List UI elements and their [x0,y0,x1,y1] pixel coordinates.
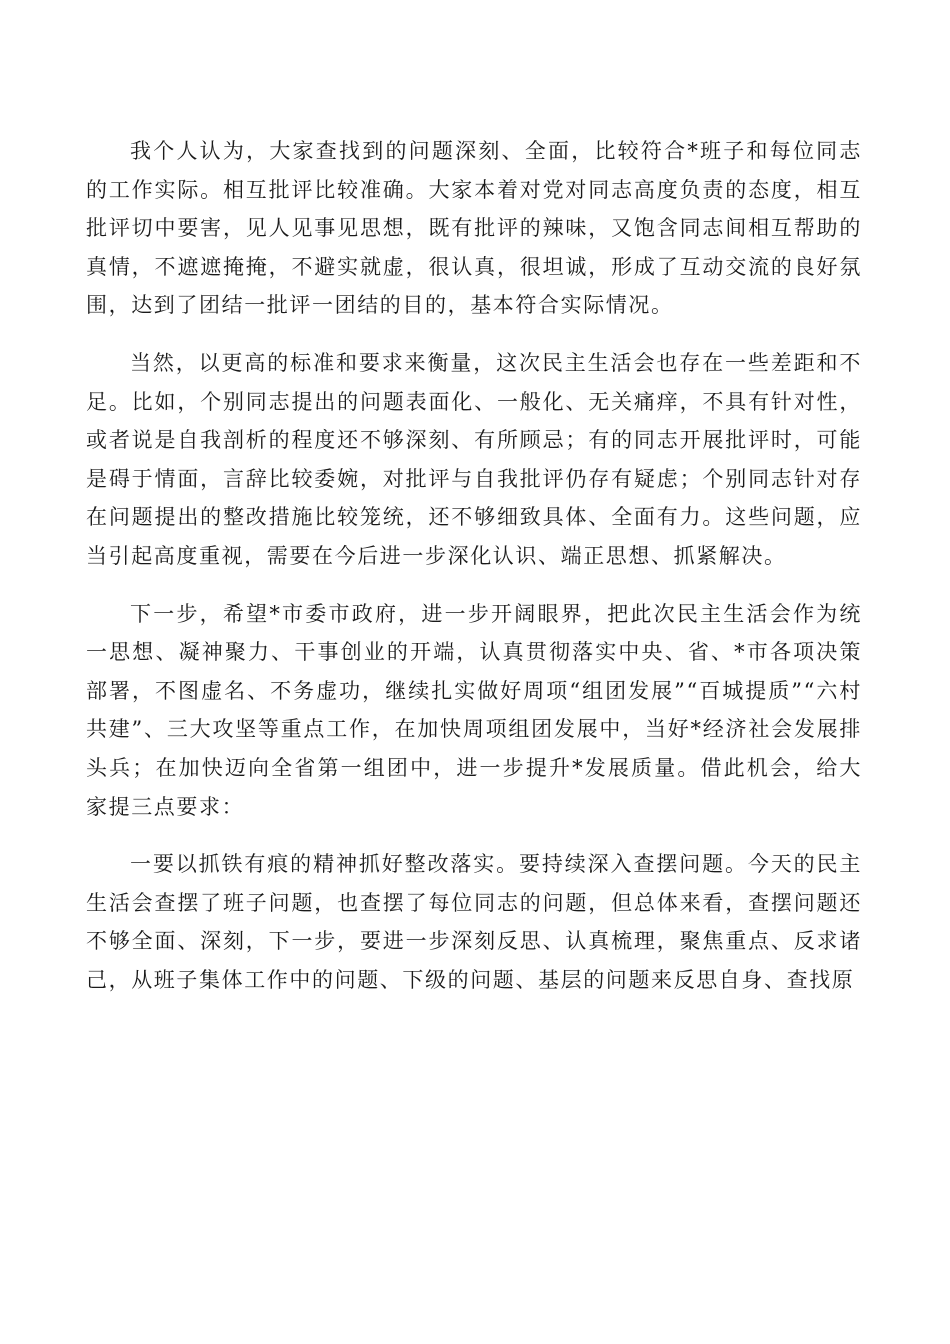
paragraph-3: 下一步，希望*市委市政府，进一步开阔眼界，把此次民主生活会作为统一思想、凝神聚力、干事创业的开端，认真贯彻落实中央、省、*市各项决策部署，不图虚名、不务虚功，继续扎实做好周项“组团发展”“百城提质”“六村共建”、三大攻坚等重点工作，在加快周项组团发展中，当好*经济社会发展排头兵；在加快迈向全省第一组团中，进一步提升*发展质量。借此机会，给大家提三点要求： [86,601,862,819]
document-page [86,132,862,1018]
paragraph-1: 我个人认为，大家查找到的问题深刻、全面，比较符合*班子和每位同志的工作实际。相互批评比较准确。大家本着对党对同志高度负责的态度，相互批评切中要害，见人见事见思想，既有批评的辣味，又饱含同志间相互帮助的真情，不遮遮掩掩，不避实就虚，很认真，很坦诚，形成了互动交流的良好氛围，达到了团结一批评一团结的目的，基本符合实际情况。 [86,139,862,318]
paragraph-4: 一要以抓铁有痕的精神抓好整改落实。要持续深入查摆问题。今天的民主生活会查摆了班子问题，也查摆了每位同志的问题，但总体来看，查摆问题还不够全面、深刻，下一步，要进一步深刻反思、认真梳理，聚焦重点、反求诸己，从班子集体工作中的问题、下级的问题、基层的问题来反思自身、查找原 [86,852,862,992]
paragraph-2: 当然，以更高的标准和要求来衡量，这次民主生活会也存在一些差距和不足。比如，个别同志提出的问题表面化、一般化、无关痛痒，不具有针对性，或者说是自我剖析的程度还不够深刻、有所顾忌；有的同志开展批评时，可能是碍于情面，言辞比较委婉，对批评与自我批评仍存有疑虑；个别同志针对存在问题提出的整改措施比较笼统，还不够细致具体、全面有力。这些问题，应当引起高度重视，需要在今后进一步深化认识、端正思想、抓紧解决。 [86,350,862,568]
